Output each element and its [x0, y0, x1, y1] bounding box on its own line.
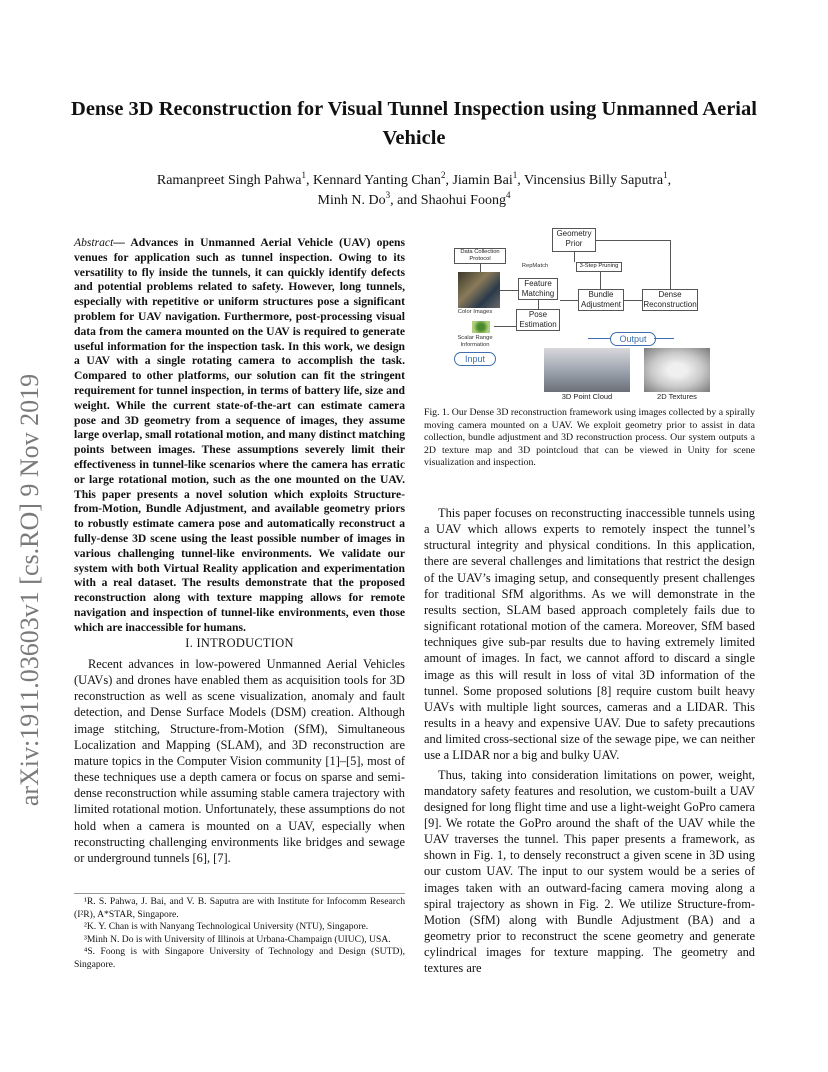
abstract [74, 236, 405, 636]
pose-estimation-box: Pose Estimation [516, 309, 560, 331]
intro-paragraph: Recent advances in low-powered Unmanned Aerial Vehicles (UAVs) and drones have enabled them as acquisition tools for 3D reconstruction as well as scene visualization, anomaly and fault detection, and Dense Surface Models (DSM) creation. Although image stitching, Structure-from-Motion (SfM), Simultaneous Localization and Mapping (SLAM), and 3D reconstruction are mature topics in the Computer Vision community [1]–[5], most of these techniques use a depth camera or focus on sparse and semi-dense reconstruction while assuming stable camera trajectory with limited rotational motion. Unfortunately, these assumptions do not hold when a camera is mounted on a UAV, especially when reconstructing challenging environments like bridges and sewage or underground tunnels [6], [7]. [74, 657, 405, 865]
author-line-1: Ramanpreet Singh Pahwa$^1$, Kennard Yanting Chan$^2$, Jiamin Bai$^1$, Vincensius Billy Saputra$^1$, [156, 170, 672, 188]
footnotes [74, 893, 405, 972]
textures-image [644, 348, 710, 392]
color-images-thumbnail [458, 272, 500, 308]
bundle-adjustment-box: Bundle Adjustment [578, 289, 624, 311]
intro-column [74, 656, 405, 866]
footnote-2: ²K. Y. Chan is with Nanyang Technological University (NTU), Singapore. [84, 921, 369, 933]
footnote-3: ³Minh N. Do is with University of Illinois at Urbana-Champaign (UIUC), USA. [84, 933, 391, 945]
author-list [60, 171, 768, 211]
point-cloud-image [544, 348, 630, 392]
color-images-label: Color Images [457, 309, 493, 315]
paper-title: Dense 3D Reconstruction for Visual Tunnel Inspection using Unmanned Aerial Vehicle [71, 98, 757, 149]
feature-matching-box: Feature Matching [518, 278, 558, 300]
repmatch-label: RepMatch [521, 263, 549, 269]
data-collection-box: Data Collection Protocol [454, 248, 506, 264]
footnote-4: ⁴S. Foong is with Singapore University of Technology and Design (SUTD), Singapore. [74, 946, 405, 970]
point-cloud-label: 3D Point Cloud [561, 392, 613, 401]
figure-1-diagram [424, 226, 755, 401]
three-step-box: 3-Step Pruning [576, 262, 622, 272]
scalar-range-label: Scalar Range Information [457, 335, 493, 348]
textures-label: 2D Textures [657, 392, 697, 401]
section-heading: I. INTRODUCTION [185, 636, 294, 650]
right-column [424, 505, 755, 977]
input-pill: Input [454, 352, 496, 366]
right-paragraph-2: Thus, taking into consideration limitations on power, weight, mandatory safety features and resolution, we custom-built a UAV designed for long flight time and use a light-weight GoPro camera [9]. We rotate the GoPro around the shaft of the UAV while the UAV traverses the tunnel. This paper presents a framework, as shown in Fig. 1, to densely reconstruct a given scene in 3D using our custom UAV. The input to our system would be a series of images taken with an outward-facing camera moving along a spiral trajectory as shown in Fig. 2. We utilize Structure-from-Motion (SfM) along with Bundle Adjustment (BA) and a geometry prior to reconstruct the scene geometry and generate cylindrical images for texture mapping. The geometry and textures are [424, 767, 755, 976]
footnote-1: ¹R. S. Pahwa, J. Bai, and V. B. Saputra are with Institute for Infocomm Research (I²R), A*STAR, Singapore. [74, 896, 405, 920]
geometry-prior-box: Geometry Prior [552, 228, 596, 252]
abstract-label: Abstract [74, 236, 114, 249]
scalar-range-icon [472, 321, 490, 333]
abstract-text: — Advances in Unmanned Aerial Vehicle (UAV) opens venues for application such as tunnel inspection. Owing to its versatility to fly inside the tunnels, it can quickly identify defects and potential problems related to safety. However, long tunnels, especially with repetitive or uniform structures pose a significant problem for UAV navigation. Furthermore, post-processing visual data from the camera mounted on the UAV is required to generate useful information for the inspection task. In this work, we design a UAV with a single rotating camera to accomplish the task. Compared to other platforms, our solution can fit the stringent requirement for tunnel inspection, in terms of battery life, size and weight. While the current state-of-the-art can estimate camera pose and 3D geometry from a sequence of images, they assume large overlap, small rotational motion, and many distinct matching points between images. These assumptions severely limit their effectiveness in tunnel-like scenarios where the camera has erratic or large rotational motion, such as the one mounted on the UAV. This paper presents a novel solution which exploits Structure-from-Motion, Bundle Adjustment, and available geometry priors to robustly estimate camera pose and automatically reconstruct a fully-dense 3D scene using the least possible number of images in various challenging tunnel-like environments. We validate our system with both Virtual Reality application and experimentation with a real dataset. The results demonstrate that the proposed reconstruction along with texture mapping allows for remote navigation and inspection of tunnel-like environments, even those which are inaccessible for humans. [74, 236, 405, 634]
arxiv-stamp: arXiv:1911.03603v1 [cs.RO] 9 Nov 2019 [15, 373, 44, 807]
output-pill: Output [610, 332, 656, 346]
author-line-2: Minh N. Do$^3$, and Shaohui Foong$^4$ [317, 190, 511, 208]
right-paragraph-1: This paper focuses on reconstructing inaccessible tunnels using a UAV which allows experts to remotely inspect the tunnel’s structural integrity and physical conditions. In this application, there are several challenges and limitations that restrict the design of the UAV’s imaging setup, and consequently present challenges for traditional SfM algorithms. As we will demonstrate in the results section, SLAM based approach completely fails due to significant rotational motion of the camera. Moreover, SfM based techniques give sub-par results due to having extremely limited amount of images. In fact, we cannot afford to discard a single image as this will result in loss of vital 3D information of the tunnel. Some proposed solutions [8] require custom built heavy UAVs with multiple light sources, cameras and a LIDAR. This results in a heavy and expensive UAV. Due to safety precautions and limited cross-sectional size of the sewage pipe, we can neither use a LIDAR nor a big and bulky UAV. [424, 506, 755, 763]
dense-reconstruction-box: Dense Reconstruction [643, 290, 697, 309]
figure-1-caption: Fig. 1. Our Dense 3D reconstruction framework using images collected by a spirally moving camera mounted on a UAV. We exploit geometry prior to assist in data collection, bundle adjustment and 3D reconstruction process. Our system outputs a 2D texture map and 3D pointcloud that can be viewed in Unity for scene visualization and inspection. [424, 407, 755, 469]
